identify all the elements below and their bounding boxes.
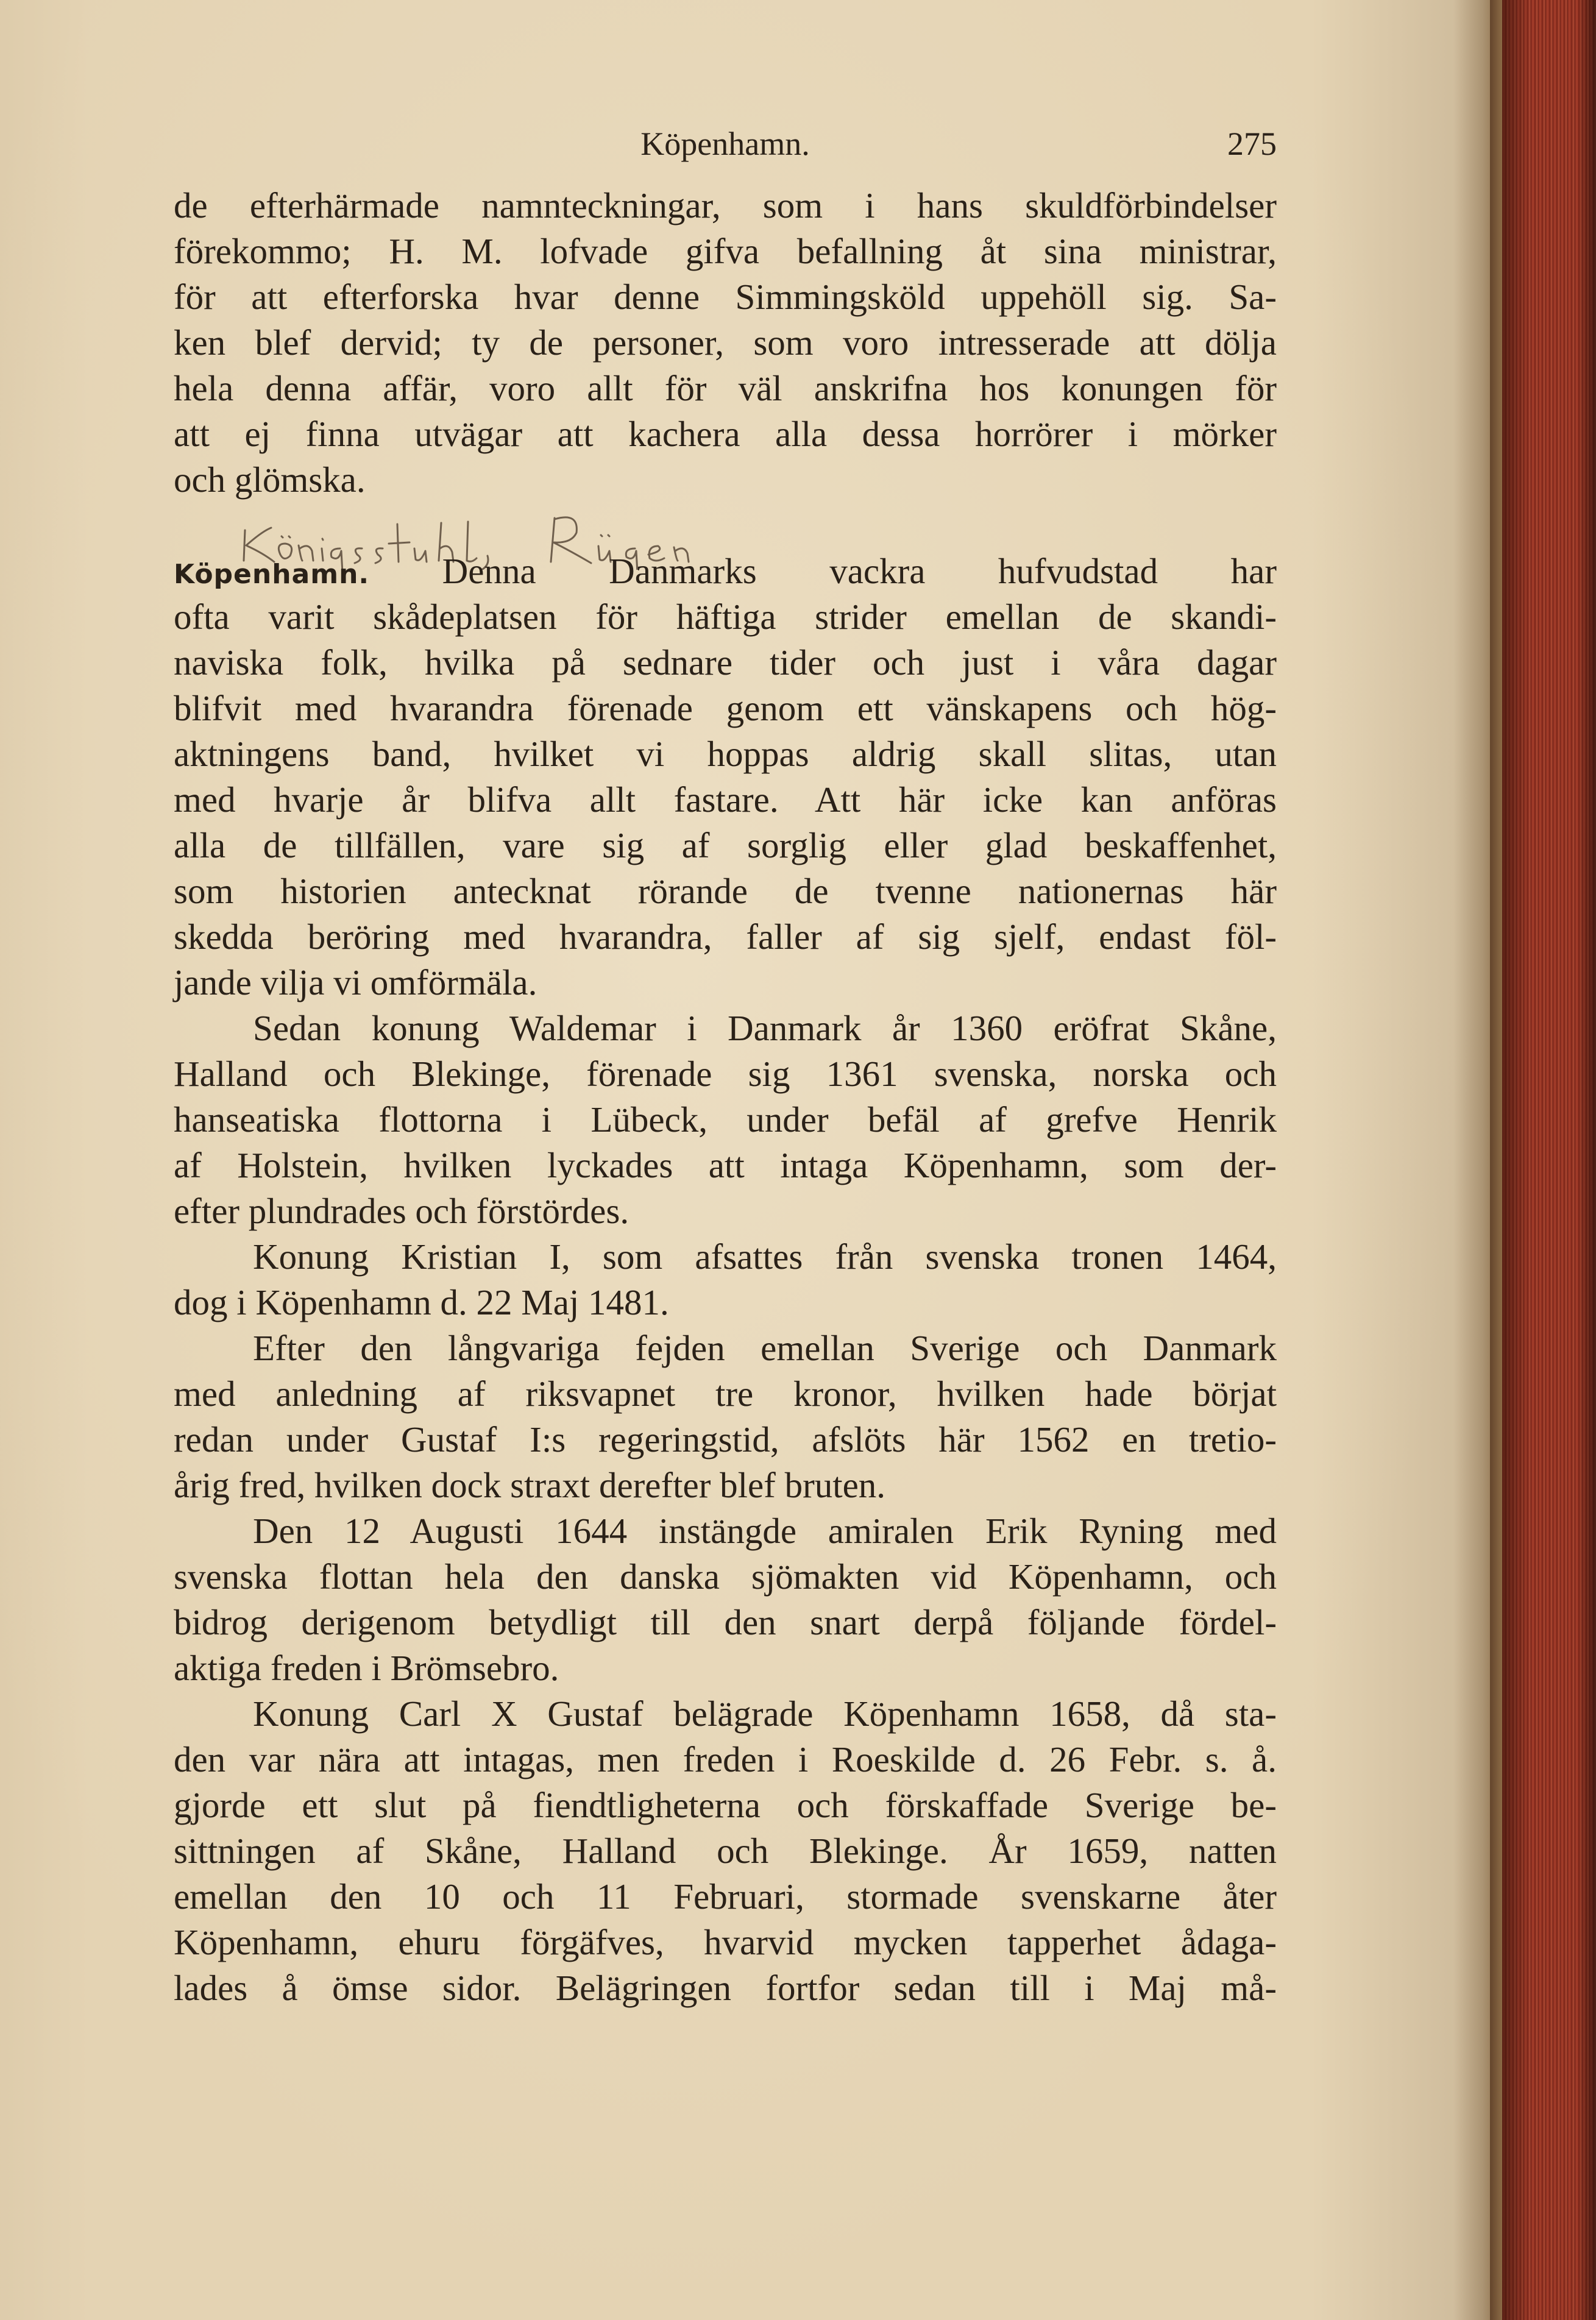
running-header bbox=[174, 125, 1277, 168]
heading-line-rest: Denna Danmarks vackra hufvudstad har bbox=[369, 551, 1277, 591]
body-text bbox=[174, 183, 1277, 2011]
paragraph-kopenhamn bbox=[174, 548, 1277, 1006]
text-line: ofta varit skådeplatsen för häftiga strider emellan de skandi- bbox=[174, 597, 1277, 637]
text-line: aktiga freden i Brömsebro. bbox=[174, 1648, 559, 1688]
text-line: af Holstein, hvilken lyckades att intaga Köpenhamn, som der- bbox=[174, 1145, 1277, 1185]
text-line: alla de tillfällen, vare sig af sorglig eller glad beskaffenhet, bbox=[174, 825, 1277, 865]
text-line: aktningens band, hvilket vi hoppas aldrig skall slitas, utan bbox=[174, 734, 1277, 774]
text-line: emellan den 10 och 11 Februari, stormade svenskarne åter bbox=[174, 1876, 1277, 1917]
page-edges bbox=[1502, 0, 1596, 2320]
paragraph-ryning bbox=[174, 1508, 1277, 1691]
text-line: förekommo; H. M. lofvade gifva befallning åt sina ministrar, bbox=[174, 231, 1277, 271]
binding-gutter bbox=[1453, 0, 1502, 2320]
text-line: sittningen af Skåne, Halland och Blekinge. År 1659, natten bbox=[174, 1831, 1277, 1871]
text-line: jande vilja vi omförmäla. bbox=[174, 962, 537, 1002]
annotation-gap bbox=[174, 503, 1277, 548]
text-line: de efterhärmade namnteckningar, som i hans skuldförbindelser bbox=[174, 185, 1277, 225]
text-line: Halland och Blekinge, förenade sig 1361 svenska, norska och bbox=[174, 1054, 1277, 1094]
text-line: Sedan konung Waldemar i Danmark år 1360 eröfrat Skåne, bbox=[253, 1008, 1277, 1048]
text-line: och glömska. bbox=[174, 459, 366, 500]
text-line: som historien antecknat rörande de tvenne nationernas här bbox=[174, 871, 1277, 911]
paragraph-carl-x bbox=[174, 1691, 1277, 2011]
text-line: lades å ömse sidor. Belägringen fortfor sedan till i Maj må- bbox=[174, 1968, 1277, 2008]
text-line: med anledning af riksvapnet tre kronor, hvilken hade börjat bbox=[174, 1374, 1277, 1414]
text-line: naviska folk, hvilka på sednare tider och just i våra dagar bbox=[174, 642, 1277, 683]
text-line: årig fred, hvilken dock straxt derefter blef bruten. bbox=[174, 1465, 886, 1505]
text-line: Den 12 Augusti 1644 instängde amiralen Erik Ryning med bbox=[253, 1511, 1277, 1551]
paragraph-1 bbox=[174, 183, 1277, 503]
running-title: Köpenhamn. bbox=[640, 126, 810, 162]
text-line: bidrog derigenom betydligt till den snart derpå följande fördel- bbox=[174, 1602, 1277, 1642]
text-line: svenska flottan hela den danska sjömakten vid Köpenhamn, och bbox=[174, 1556, 1277, 1597]
text-line bbox=[174, 548, 1277, 594]
text-line: Efter den långvariga fejden emellan Sverige och Danmark bbox=[253, 1328, 1277, 1368]
text-line: gjorde ett slut på fiendtligheterna och förskaffade Sverige be- bbox=[174, 1785, 1277, 1825]
text-line: att ej finna utvägar att kachera alla dessa horrörer i mörker bbox=[174, 414, 1277, 454]
text-line: redan under Gustaf I:s regeringstid, afslöts här 1562 en tretio- bbox=[174, 1419, 1277, 1460]
text-line: med hvarje år blifva allt fastare. Att här icke kan anföras bbox=[174, 779, 1277, 820]
text-line: den var nära att intagas, men freden i Roeskilde d. 26 Febr. s. å. bbox=[174, 1739, 1277, 1779]
text-line: hanseatiska flottorna i Lübeck, under befäl af grefve Henrik bbox=[174, 1099, 1277, 1140]
text-line: Konung Carl X Gustaf belägrade Köpenhamn 1658, då sta- bbox=[253, 1694, 1277, 1734]
text-line: efter plundrades och förstördes. bbox=[174, 1191, 630, 1231]
text-line: dog i Köpenhamn d. 22 Maj 1481. bbox=[174, 1282, 669, 1322]
text-line: Köpenhamn, ehuru förgäfves, hvarvid mycken tapperhet ådaga- bbox=[174, 1922, 1277, 1962]
text-line: blifvit med hvarandra förenade genom ett vänskapens och hög- bbox=[174, 688, 1277, 728]
text-line: ken blef dervid; ty de personer, som voro intresserade att dölja bbox=[174, 322, 1277, 363]
paragraph-fejden bbox=[174, 1325, 1277, 1508]
text-line: skedda beröring med hvarandra, faller af sig sjelf, endast föl- bbox=[174, 917, 1277, 957]
text-line: Konung Kristian I, som afsattes från svenska tronen 1464, bbox=[253, 1236, 1277, 1277]
paragraph-kristian bbox=[174, 1234, 1277, 1325]
page-number: 275 bbox=[1227, 126, 1277, 162]
paragraph-waldemar bbox=[174, 1006, 1277, 1234]
text-line: för att efterforska hvar denne Simmingsköld uppehöll sig. Sa- bbox=[174, 277, 1277, 317]
section-heading: Köpenhamn. bbox=[174, 559, 370, 590]
text-line: hela denna affär, voro allt för väl anskrifna hos konungen för bbox=[174, 368, 1277, 408]
